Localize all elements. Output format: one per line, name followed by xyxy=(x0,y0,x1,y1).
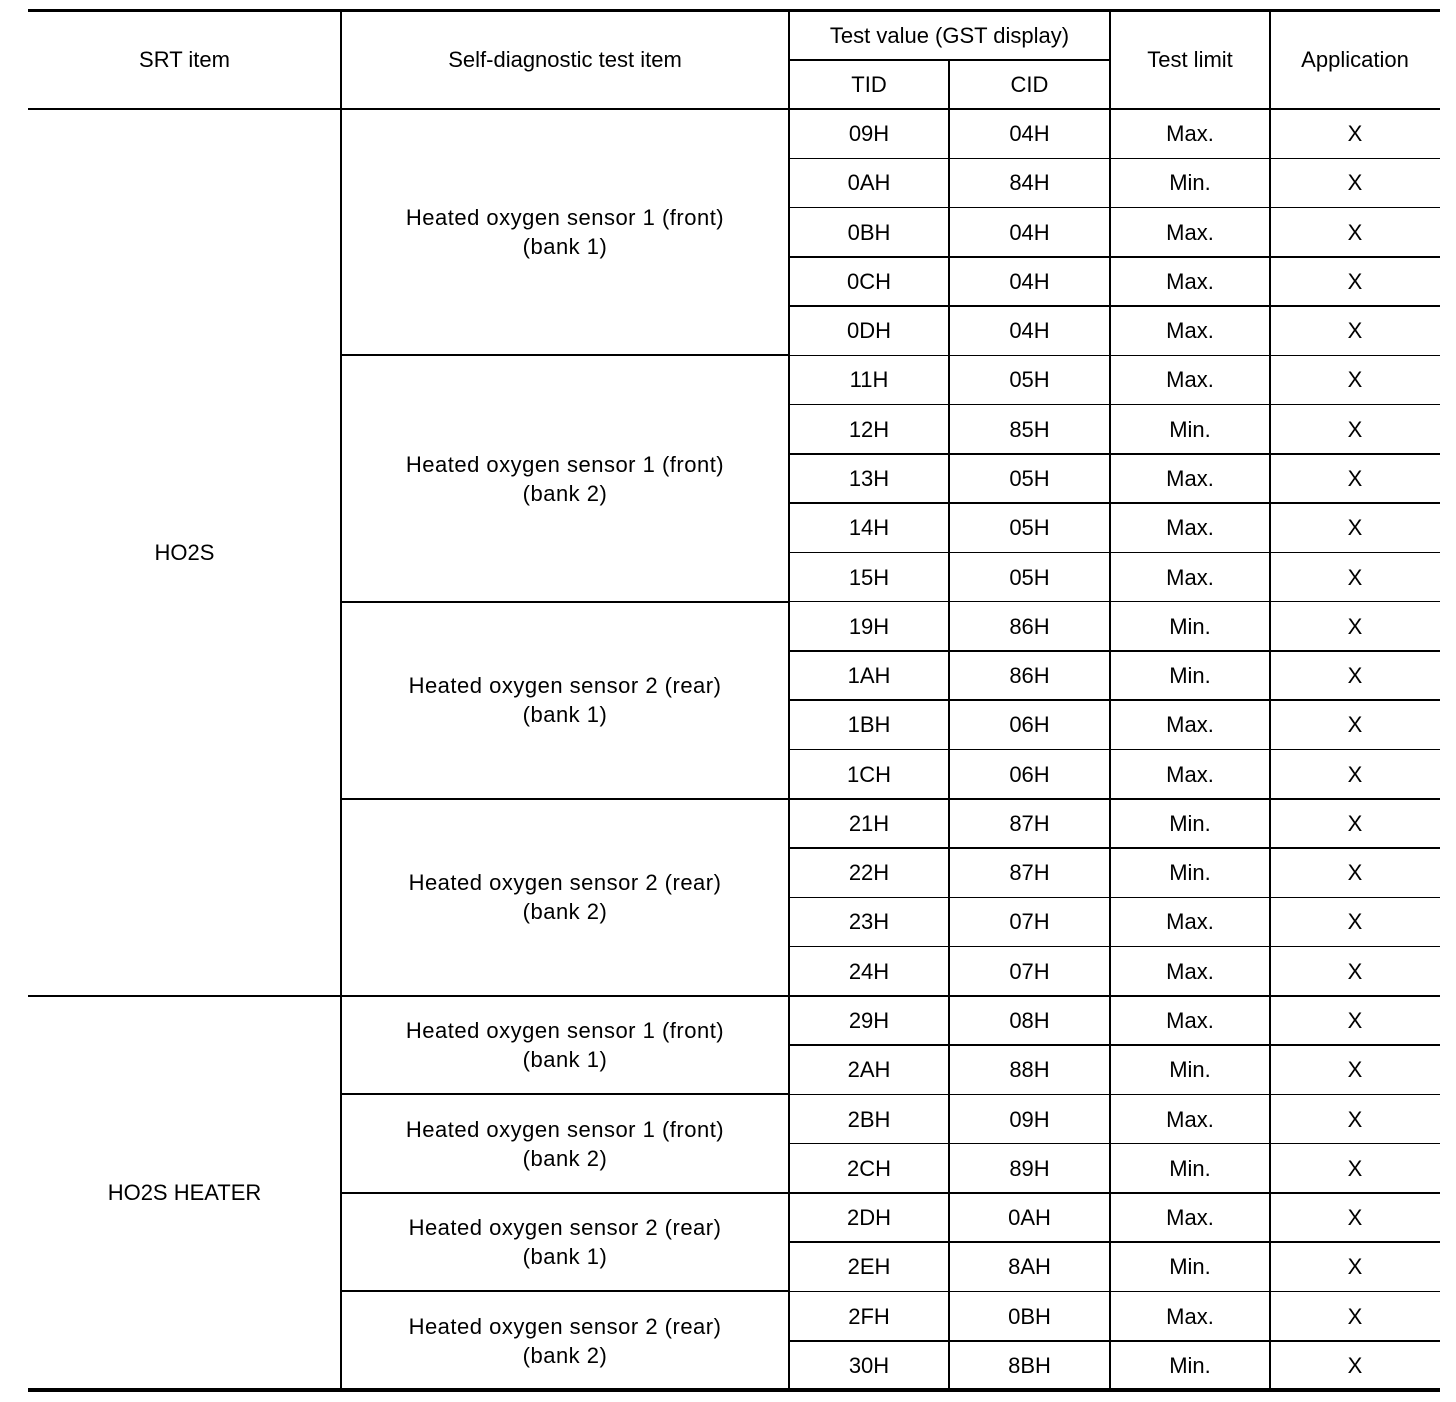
test-limit-cell: Max. xyxy=(1166,909,1214,935)
tid-cell: 2CH xyxy=(846,1155,891,1181)
cid-cell: 06H xyxy=(1009,761,1050,787)
tid-cell: 22H xyxy=(848,860,890,886)
test-limit-cell: Max. xyxy=(1166,268,1214,294)
self-diagnostic-test-item-cell xyxy=(341,996,789,1095)
cid-cell: 07H xyxy=(1009,958,1050,984)
cid-cell: 84H xyxy=(1009,170,1050,196)
test-item-separator xyxy=(341,995,789,997)
cid-cell: 05H xyxy=(1009,367,1050,393)
test-limit-cell: Max. xyxy=(1166,1205,1214,1231)
tid-cell: 0DH xyxy=(846,318,891,344)
row-separator xyxy=(789,1192,1440,1194)
test-item-line2: (bank 2) xyxy=(522,480,608,506)
row-separator xyxy=(789,1241,1440,1243)
srt-item-cell: HO2S HEATER xyxy=(107,1180,262,1206)
cid-cell: 88H xyxy=(1009,1057,1050,1083)
application-cell: X xyxy=(1347,810,1363,836)
application-cell: X xyxy=(1347,613,1363,639)
tid-cell: 29H xyxy=(848,1007,890,1033)
tid-cell: 14H xyxy=(848,515,890,541)
test-limit-cell: Min. xyxy=(1169,1254,1211,1280)
test-limit-cell: Min. xyxy=(1169,1155,1211,1181)
application-cell: X xyxy=(1347,515,1363,541)
self-diagnostic-test-item-cell xyxy=(341,799,789,996)
test-limit-cell: Min. xyxy=(1169,170,1211,196)
column-divider xyxy=(340,10,342,1390)
test-limit-cell: Min. xyxy=(1169,1057,1211,1083)
row-separator xyxy=(789,502,1440,504)
cid-cell: 05H xyxy=(1009,515,1050,541)
cid-cell: 06H xyxy=(1009,712,1050,738)
test-limit-cell: Min. xyxy=(1169,1352,1211,1378)
application-cell: X xyxy=(1347,1205,1363,1231)
row-separator xyxy=(789,305,1440,307)
test-limit-cell: Max. xyxy=(1166,1106,1214,1132)
test-limit-cell: Min. xyxy=(1169,810,1211,836)
test-item-line2: (bank 1) xyxy=(522,1047,608,1073)
cid-cell: 87H xyxy=(1009,860,1050,886)
tid-cell: 30H xyxy=(848,1352,890,1378)
test-item-line2: (bank 1) xyxy=(522,234,608,260)
test-item-line2: (bank 2) xyxy=(522,899,608,925)
cid-cell: 8AH xyxy=(1008,1254,1051,1280)
cid-cell: 04H xyxy=(1009,268,1050,294)
application-cell: X xyxy=(1347,318,1363,344)
test-item-line1: Heated oxygen sensor 2 (rear) xyxy=(408,673,722,699)
tid-cell: 1CH xyxy=(846,761,891,787)
cid-cell: 04H xyxy=(1009,318,1050,344)
row-separator xyxy=(789,1044,1440,1046)
test-limit-cell: Max. xyxy=(1166,121,1214,147)
test-limit-cell: Min. xyxy=(1169,613,1211,639)
header-application: Application xyxy=(1301,47,1409,72)
row-separator xyxy=(789,552,1440,554)
application-cell: X xyxy=(1347,761,1363,787)
tid-cell: 2BH xyxy=(847,1106,891,1132)
row-separator xyxy=(789,1340,1440,1342)
tid-cell: 19H xyxy=(848,613,890,639)
cid-cell: 0BH xyxy=(1008,1303,1051,1329)
self-diagnostic-test-item-cell xyxy=(341,1193,789,1292)
self-diagnostic-test-item-cell xyxy=(341,1291,789,1390)
tid-cell: 21H xyxy=(848,810,890,836)
row-separator xyxy=(789,601,1440,603)
test-limit-cell: Max. xyxy=(1166,1007,1214,1033)
row-separator xyxy=(789,897,1440,899)
application-cell: X xyxy=(1347,958,1363,984)
tid-cell: 1AH xyxy=(847,663,891,689)
row-separator xyxy=(789,207,1440,209)
application-cell: X xyxy=(1347,367,1363,393)
column-divider xyxy=(948,60,950,1390)
cid-cell: 04H xyxy=(1009,121,1050,147)
test-limit-cell: Max. xyxy=(1166,318,1214,344)
test-item-separator xyxy=(341,798,789,800)
tid-cell: 23H xyxy=(848,909,890,935)
cid-cell: 09H xyxy=(1009,1106,1050,1132)
test-limit-cell: Max. xyxy=(1166,564,1214,590)
test-item-line1: Heated oxygen sensor 1 (front) xyxy=(405,205,725,231)
application-cell: X xyxy=(1347,268,1363,294)
cid-cell: 08H xyxy=(1009,1007,1050,1033)
tid-cell: 0BH xyxy=(847,219,891,245)
application-cell: X xyxy=(1347,564,1363,590)
application-cell: X xyxy=(1347,1254,1363,1280)
test-limit-cell: Max. xyxy=(1166,761,1214,787)
row-separator xyxy=(789,256,1440,258)
cid-cell: 87H xyxy=(1009,810,1050,836)
test-limit-cell: Max. xyxy=(1166,466,1214,491)
application-cell: X xyxy=(1347,416,1363,442)
cid-cell: 86H xyxy=(1009,663,1050,689)
test-limit-cell: Min. xyxy=(1169,860,1211,886)
application-cell: X xyxy=(1347,1352,1363,1378)
test-item-separator xyxy=(341,1192,789,1194)
application-cell: X xyxy=(1347,219,1363,245)
application-cell: X xyxy=(1347,712,1363,738)
column-divider xyxy=(1269,10,1271,1390)
header-test-value: Test value (GST display) xyxy=(829,22,1070,48)
table-bottom-rule xyxy=(28,1388,1440,1392)
cid-cell: 89H xyxy=(1009,1155,1050,1181)
cid-cell: 85H xyxy=(1009,416,1050,442)
row-separator xyxy=(789,1291,1440,1293)
test-item-line1: Heated oxygen sensor 1 (front) xyxy=(405,451,725,477)
self-diagnostic-test-item-cell xyxy=(341,355,789,601)
cid-cell: 04H xyxy=(1009,219,1050,245)
row-separator xyxy=(789,749,1440,751)
cid-cell: 0AH xyxy=(1008,1205,1051,1231)
row-separator xyxy=(789,847,1440,849)
test-limit-cell: Max. xyxy=(1166,367,1214,393)
tid-cell: 24H xyxy=(848,958,890,984)
test-limit-cell: Min. xyxy=(1169,416,1211,442)
row-separator xyxy=(789,158,1440,160)
application-cell: X xyxy=(1347,663,1363,689)
header-self-diagnostic-test-item: Self-diagnostic test item xyxy=(448,47,682,72)
application-cell: X xyxy=(1347,1057,1363,1083)
test-item-line1: Heated oxygen sensor 2 (rear) xyxy=(408,870,722,896)
test-item-line2: (bank 2) xyxy=(522,1145,608,1171)
test-limit-cell: Max. xyxy=(1166,1303,1214,1329)
application-cell: X xyxy=(1347,1007,1363,1033)
cid-cell: 86H xyxy=(1009,613,1050,639)
row-separator xyxy=(789,995,1440,997)
srt-group-separator xyxy=(28,995,341,997)
header-test-limit: Test limit xyxy=(1147,47,1233,72)
test-item-separator xyxy=(341,1290,789,1292)
tid-cell: 1BH xyxy=(847,712,891,738)
column-divider xyxy=(788,10,790,1390)
column-divider xyxy=(1109,10,1111,1390)
tid-cell: 15H xyxy=(848,564,890,590)
self-diagnostic-test-item-cell xyxy=(341,602,789,799)
test-limit-cell: Max. xyxy=(1166,958,1214,984)
test-limit-cell: Max. xyxy=(1166,515,1214,541)
test-item-separator xyxy=(341,1093,789,1095)
row-separator xyxy=(789,355,1440,357)
row-separator xyxy=(789,1094,1440,1096)
table-top-rule xyxy=(28,9,1440,12)
application-cell: X xyxy=(1347,1303,1363,1329)
header-bottom-rule xyxy=(28,108,1440,111)
cid-cell: 07H xyxy=(1009,909,1050,935)
test-item-line1: Heated oxygen sensor 1 (front) xyxy=(405,1116,725,1142)
test-item-line1: Heated oxygen sensor 1 (front) xyxy=(405,1018,725,1044)
test-item-line2: (bank 1) xyxy=(522,702,608,728)
row-separator xyxy=(789,453,1440,455)
header-srt-item: SRT item xyxy=(139,47,230,72)
test-limit-cell: Max. xyxy=(1166,219,1214,245)
tid-cell: 0AH xyxy=(847,170,891,196)
application-cell: X xyxy=(1347,1106,1363,1132)
application-cell: X xyxy=(1347,170,1363,196)
cid-cell: 05H xyxy=(1009,466,1050,491)
tid-cell: 2DH xyxy=(846,1205,891,1231)
srt-item-cell: HO2S xyxy=(154,539,215,565)
test-item-line2: (bank 2) xyxy=(522,1342,608,1368)
row-separator xyxy=(789,699,1440,701)
application-cell: X xyxy=(1347,121,1363,147)
test-item-line1: Heated oxygen sensor 2 (rear) xyxy=(408,1313,722,1339)
self-diagnostic-test-item-cell xyxy=(341,1094,789,1193)
test-item-separator xyxy=(341,354,789,356)
tid-cell: 2FH xyxy=(848,1303,890,1329)
application-cell: X xyxy=(1347,466,1363,491)
row-separator xyxy=(789,404,1440,406)
tid-cell: 0CH xyxy=(846,268,891,294)
tid-cell: 13H xyxy=(848,466,890,491)
application-cell: X xyxy=(1347,1155,1363,1181)
row-separator xyxy=(789,650,1440,652)
test-limit-cell: Min. xyxy=(1169,663,1211,689)
test-limit-cell: Max. xyxy=(1166,712,1214,738)
tid-cell: 09H xyxy=(848,121,890,147)
test-item-separator xyxy=(341,601,789,603)
header-tid: TID xyxy=(851,72,887,97)
tid-cell: 12H xyxy=(848,416,890,442)
row-separator xyxy=(789,946,1440,948)
cid-cell: 05H xyxy=(1009,564,1050,590)
application-cell: X xyxy=(1347,909,1363,935)
test-item-line1: Heated oxygen sensor 2 (rear) xyxy=(408,1215,722,1241)
cid-cell: 8BH xyxy=(1008,1352,1051,1378)
row-separator xyxy=(789,798,1440,800)
row-separator xyxy=(789,1143,1440,1145)
tid-cell: 11H xyxy=(849,367,889,393)
application-cell: X xyxy=(1347,860,1363,886)
self-diagnostic-test-item-cell xyxy=(341,109,789,355)
test-item-line2: (bank 1) xyxy=(522,1244,608,1270)
tid-cell: 2AH xyxy=(847,1057,891,1083)
tid-cell: 2EH xyxy=(847,1254,891,1280)
header-cid: CID xyxy=(1010,72,1049,97)
